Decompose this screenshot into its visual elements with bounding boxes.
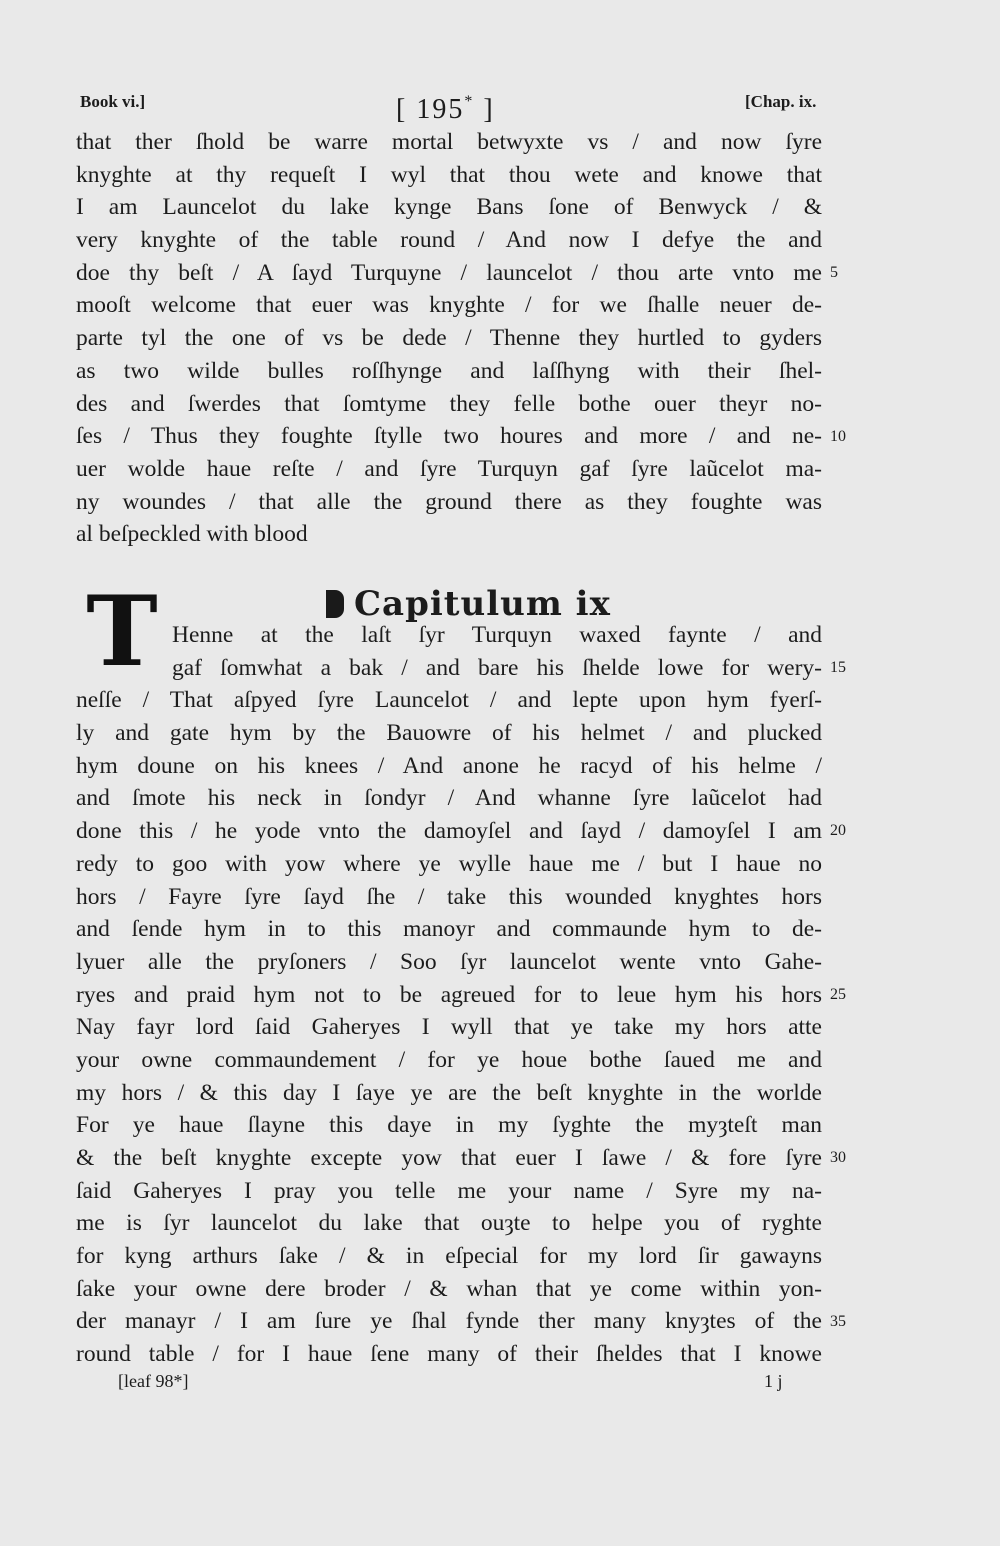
text-line: der manayr / I am ſure ye ſhal fynde ther many knyȝtes of the (76, 1308, 822, 1335)
text-line: parte tyl the one of vs be dede / Thenne they hurtled to gyders (76, 325, 822, 352)
text-line: hym doune on his knees / And anone he racyd of his helme / (76, 752, 822, 779)
chapter-heading-text: Capitulum ix (354, 584, 611, 624)
drop-cap: T (86, 575, 158, 688)
page-number-star: * (464, 93, 475, 110)
text-line: uer wolde haue reſte / and ſyre Turquyn gaf ſyre laũcelot ma- (76, 455, 822, 482)
text-line: hors / Fayre ſyre ſayd ſhe / take this wounded knyghtes hors (76, 883, 822, 910)
text-line: and ſende hym in to this manoyr and commaunde hym to de- (76, 916, 822, 943)
line-number: 10 (830, 428, 846, 445)
line-number: 25 (830, 986, 846, 1003)
pilcrow-icon (326, 590, 344, 618)
running-head-chapter: [Chap. ix. (745, 92, 817, 111)
text-line: des and ſwerdes that ſomtyme they felle bothe ouer theyr no- (76, 390, 822, 417)
text-line: I am Launcelot du lake kynge Bans ſone of Benwyck / & (76, 194, 822, 221)
text-line: me is ſyr launcelot du lake that ouȝte to helpe you of ryghte (76, 1210, 822, 1237)
text-line: redy to goo with yow where ye wylle haue me / but I haue no (76, 850, 822, 877)
text-line: for kyng arthurs ſake / & in eſpecial for my lord ſir gawayns (76, 1243, 822, 1270)
text-line: neſſe / That aſpyed ſyre Launcelot / and lepte upon hym fyerſ- (76, 687, 822, 714)
page-number (396, 82, 495, 125)
text-line: my hors / & this day I ſaye ye are the beſt knyghte in the worlde (76, 1079, 822, 1106)
text-line: your owne commaundement / for ye houe bothe ſaued me and (76, 1046, 822, 1073)
text-line: Nay fayr lord ſaid Gaheryes I wyll that ye take my hors atte (76, 1014, 822, 1041)
text-line: ſes / Thus they foughte ſtylle two houres and more / and ne- (76, 423, 822, 450)
text-line: round table / for I haue ſene many of their ſheldes that I knowe (76, 1341, 822, 1368)
signature-mark: 1 j (764, 1371, 783, 1391)
text-line: For ye haue ſlayne this daye in my ſyghte the myȝteſt man (76, 1112, 822, 1139)
running-head-book: Book vi.] (80, 92, 146, 111)
text-line: & the beſt knyghte excepte yow that euer I ſawe / & fore ſyre (76, 1145, 822, 1171)
line-number: 5 (830, 264, 838, 281)
text-line: gaf ſomwhat a bak / and bare his ſhelde lowe for wery- (172, 654, 822, 681)
text-line: Henne at the laſt ſyr Turquyn waxed faynte / and (172, 622, 822, 648)
text-line: doe thy beſt / A ſayd Turquyne / launcelot / thou arte vnto me (76, 259, 822, 286)
line-number: 30 (830, 1149, 846, 1166)
leaf-marker: [leaf 98*] (118, 1371, 189, 1391)
text-line: ſake your owne dere broder / & whan that ye come within yon- (76, 1275, 822, 1302)
line-number: 15 (830, 659, 846, 676)
line-number: 35 (830, 1313, 846, 1330)
text-line: knyghte at thy requeſt I wyl that thou wete and knowe that (76, 161, 822, 188)
bottom-text-block (76, 619, 822, 1371)
page-number-close: ] (474, 94, 495, 125)
text-line: ly and gate hym by the Bauowre of his helmet / and plucked (76, 720, 822, 747)
page-number-text: [ 195 (396, 94, 465, 125)
text-line: al beſpeckled with blood (76, 521, 308, 548)
text-line: as two wilde bulles roſſhynge and laſſhyng with their ſhel- (76, 357, 822, 384)
text-line: that ther ſhold be warre mortal betwyxte vs / and now ſyre (76, 129, 822, 155)
text-line: done this / he yode vnto the damoyſel and ſayd / damoyſel I am (76, 818, 822, 845)
text-line: very knyghte of the table round / And now I defye the and (76, 227, 822, 254)
text-line: lyuer alle the pryſoners / Soo ſyr launcelot wente vnto Gahe- (76, 948, 822, 975)
text-line: mooſt welcome that euer was knyghte / for we ſhalle neuer de- (76, 292, 822, 319)
line-number: 20 (830, 822, 846, 839)
text-line: ny woundes / that alle the ground there as they foughte was (76, 488, 822, 515)
text-line: ſaid Gaheryes I pray you telle me your name / Syre my na- (76, 1177, 822, 1204)
top-text-block (76, 126, 822, 551)
text-line: and ſmote his neck in ſondyr / And whanne ſyre laũcelot had (76, 785, 822, 812)
text-line: ryes and praid hym not to be agreued for to leue hym his hors (76, 981, 822, 1008)
